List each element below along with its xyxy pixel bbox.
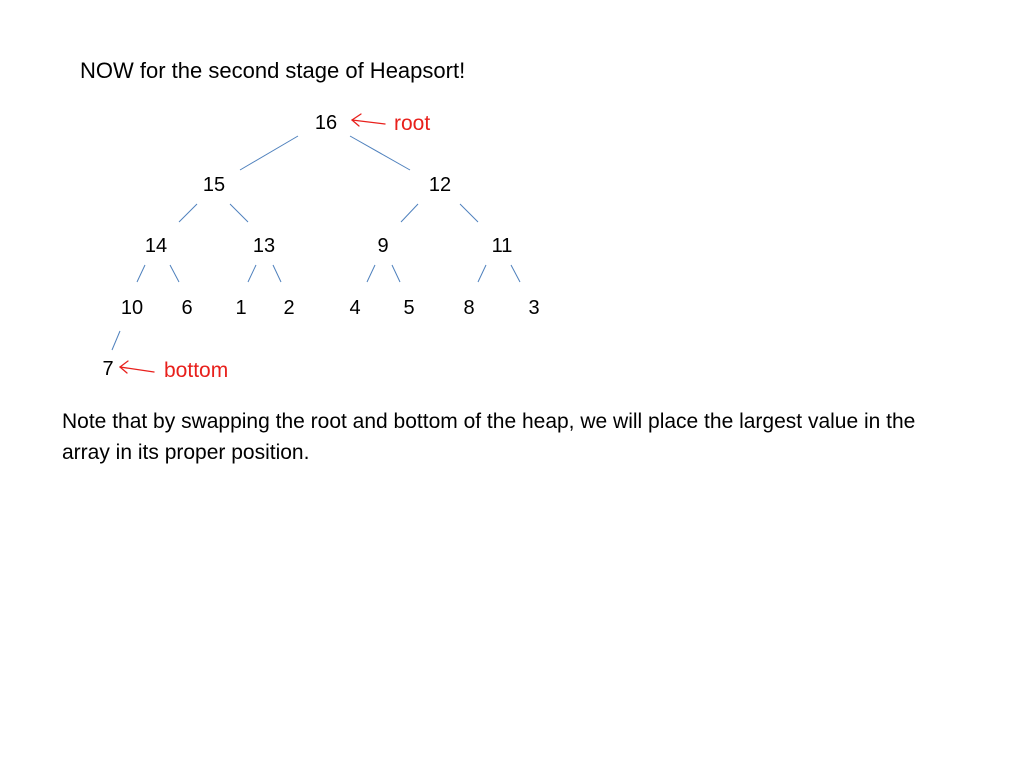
edge-16-15 bbox=[240, 136, 298, 170]
edge-10-7 bbox=[112, 331, 120, 350]
heap-node-2: 2 bbox=[283, 297, 295, 319]
heap-node-5: 5 bbox=[403, 297, 415, 319]
edge-14-10 bbox=[137, 265, 145, 282]
heap-node-13: 13 bbox=[252, 235, 276, 257]
edge-12-11 bbox=[460, 204, 478, 222]
edge-11-8 bbox=[478, 265, 486, 282]
heap-node-11: 11 bbox=[491, 235, 513, 257]
heap-node-3: 3 bbox=[528, 297, 540, 319]
edge-9-4 bbox=[367, 265, 375, 282]
edge-15-13 bbox=[230, 204, 248, 222]
heap-node-12: 12 bbox=[428, 174, 452, 196]
bottom-label: bottom bbox=[164, 359, 229, 382]
heap-node-9: 9 bbox=[377, 235, 389, 257]
heap-node-7: 7 bbox=[102, 358, 114, 380]
explanation-note: Note that by swapping the root and bottom of the heap, we will place the largest value in the array in its proper position. bbox=[62, 410, 916, 464]
heap-node-8: 8 bbox=[463, 297, 475, 319]
edge-13-2 bbox=[273, 265, 281, 282]
edge-14-6 bbox=[170, 265, 179, 282]
slide-title: NOW for the second stage of Heapsort! bbox=[80, 58, 466, 83]
root-arrow bbox=[352, 114, 385, 126]
edge-9-5 bbox=[392, 265, 400, 282]
heap-node-6: 6 bbox=[181, 297, 193, 319]
edge-13-1 bbox=[248, 265, 256, 282]
edge-11-3 bbox=[511, 265, 520, 282]
edge-15-14 bbox=[179, 204, 197, 222]
heap-node-4: 4 bbox=[349, 297, 361, 319]
root-label: root bbox=[394, 112, 431, 135]
heap-node-15: 15 bbox=[202, 174, 226, 196]
heap-node-14: 14 bbox=[144, 235, 168, 257]
edge-16-12 bbox=[350, 136, 410, 170]
heap-node-1: 1 bbox=[235, 297, 247, 319]
heap-node-16: 16 bbox=[314, 112, 338, 134]
edge-12-9 bbox=[401, 204, 418, 222]
heap-node-10: 10 bbox=[120, 297, 144, 319]
